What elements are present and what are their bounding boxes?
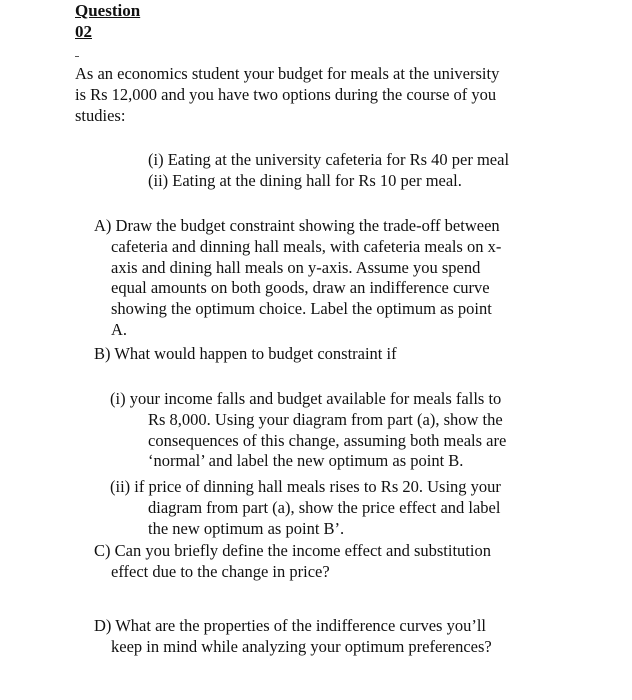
question-a <box>94 216 501 341</box>
question-a-line: axis and dining hall meals on y-axis. Assume you spend <box>111 257 481 277</box>
option-dining-hall: (ii) Eating at the dining hall for Rs 10 per meal. <box>148 170 462 190</box>
intro-line: is Rs 12,000 and you have two options during the course of you <box>75 84 497 104</box>
intro-line: studies: <box>75 105 126 125</box>
question-b-i-line: Rs 8,000. Using your diagram from part (a), show the <box>148 409 503 429</box>
question-a-line: equal amounts on both goods, draw an indifference curve <box>111 278 490 298</box>
question-a-line: cafeteria and dinning hall meals, with cafeteria meals on x- <box>111 236 502 256</box>
question-b-ii-line: diagram from part (a), show the price effect and label <box>148 497 501 517</box>
question-a-line: showing the optimum choice. Label the optimum as point <box>111 299 492 319</box>
question-d-line: D) What are the properties of the indifference curves you’ll <box>94 616 487 635</box>
question-heading: Question <box>75 1 141 20</box>
question-c-line: effect due to the change in price? <box>111 561 330 581</box>
stray-mark <box>75 56 79 57</box>
question-b-i-line: consequences of this change, assuming both meals are <box>148 430 507 450</box>
question-c-line: C) Can you briefly define the income effect and substitution <box>94 541 491 560</box>
question-b-part-i <box>110 389 506 472</box>
option-cafeteria: (i) Eating at the university cafeteria for Rs 40 per meal <box>148 150 510 169</box>
question-a-line: A) Draw the budget constraint showing the trade-off between <box>94 216 500 235</box>
question-b-i-line: (i) your income falls and budget available for meals falls to <box>110 389 502 408</box>
question-d <box>94 616 492 658</box>
question-number: 02 <box>75 22 92 41</box>
question-b-ii-line: the new optimum as point B’. <box>148 518 345 538</box>
question-b-part-ii <box>110 477 501 539</box>
question-d-line: keep in mind while analyzing your optimum preferences? <box>111 636 492 656</box>
intro-line: As an economics student your budget for meals at the university <box>75 64 500 83</box>
question-b-line: B) What would happen to budget constraint if <box>94 344 397 363</box>
intro-paragraph <box>75 64 499 126</box>
question-b <box>94 344 397 365</box>
question-c <box>94 541 491 583</box>
question-a-line: A. <box>111 319 128 339</box>
question-b-i-line: ‘normal’ and label the new optimum as point B. <box>148 451 464 471</box>
question-b-ii-line: (ii) if price of dinning hall meals rises to Rs 20. Using your <box>110 477 501 496</box>
meal-options-list <box>148 150 509 192</box>
